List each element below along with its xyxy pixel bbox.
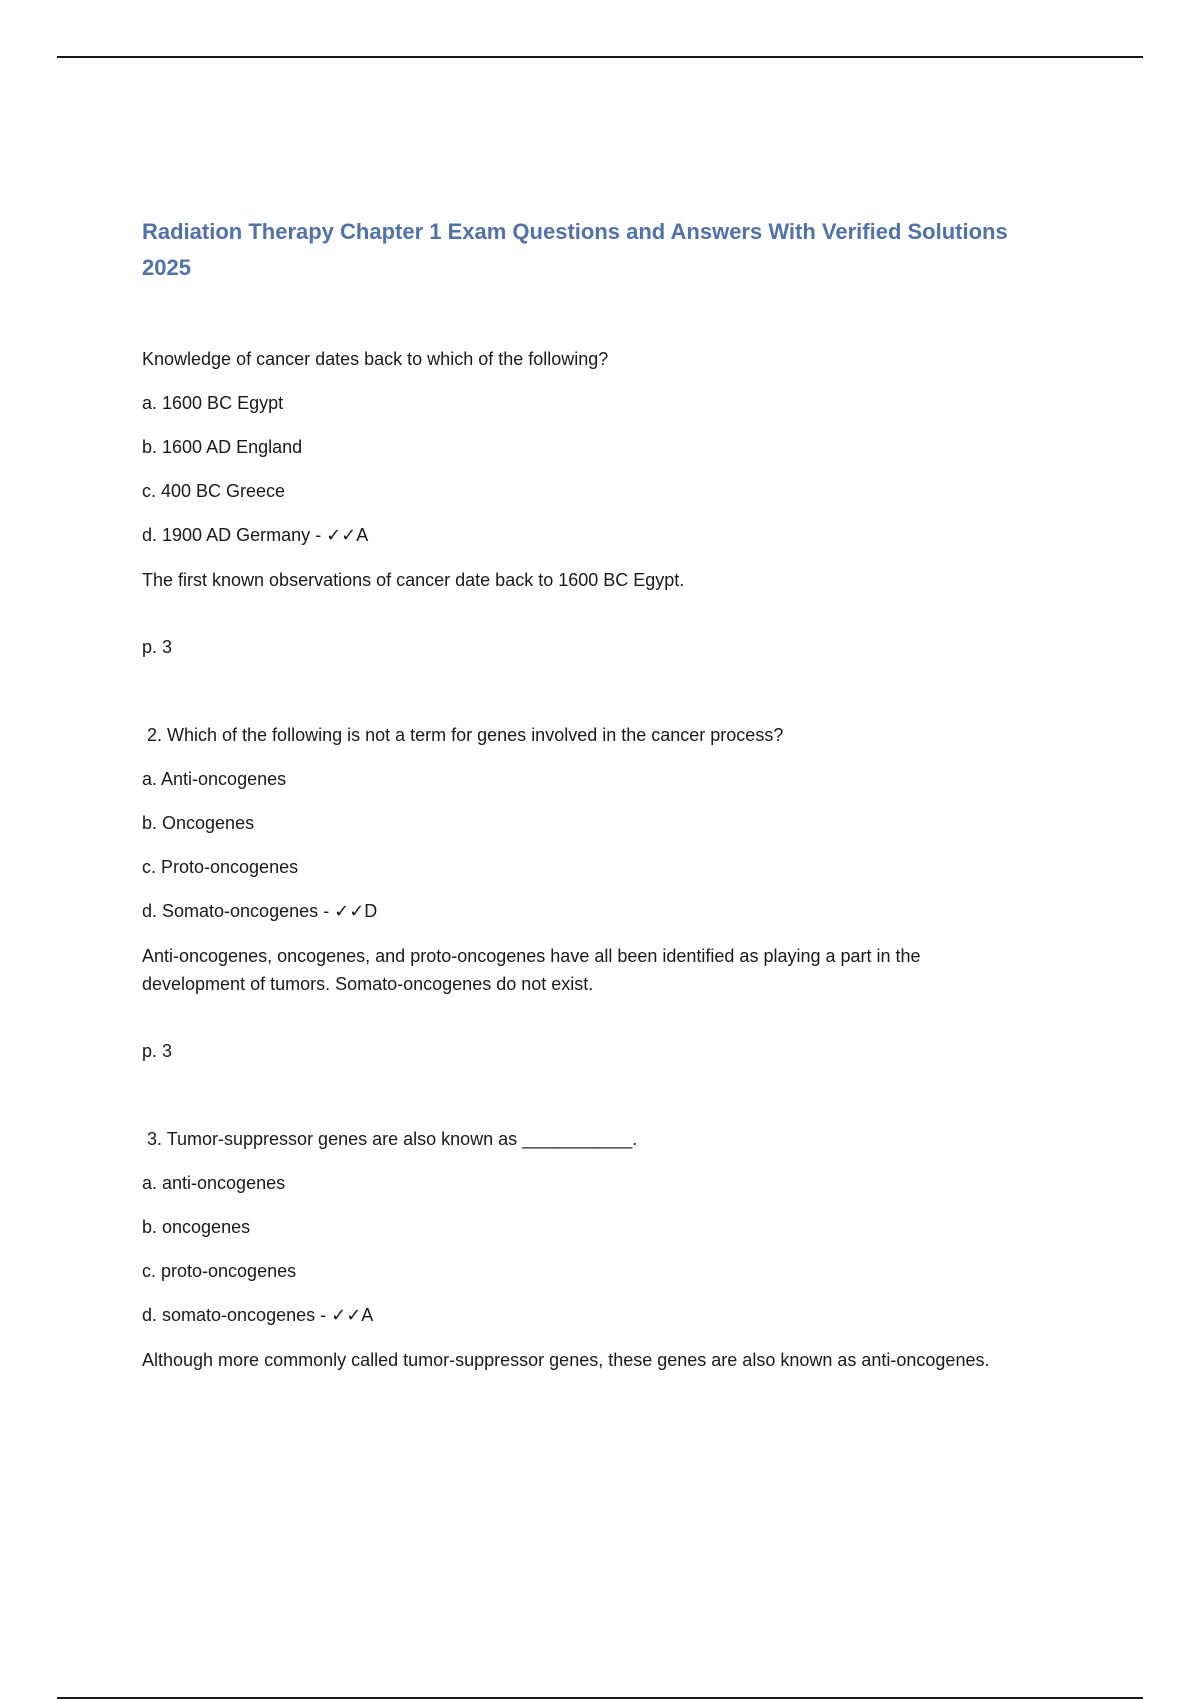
page-reference: p. 3 xyxy=(142,1041,173,1061)
page-reference: p. 3 xyxy=(142,637,173,657)
question-block-1 xyxy=(142,346,1022,722)
answer-option-with-key: d. Somato-oncogenes - ✓✓D xyxy=(142,901,378,921)
answer-option: c. 400 BC Greece xyxy=(142,481,286,501)
answer-explanation: Although more commonly called tumor-suppressor genes, these genes are also known as anti-oncogenes. xyxy=(142,1350,990,1370)
answer-option: b. 1600 AD England xyxy=(142,437,303,457)
answer-option: a. anti-oncogenes xyxy=(142,1173,286,1193)
question-block-3 xyxy=(142,1126,1022,1374)
answer-explanation: Anti-oncogenes, oncogenes, and proto-oncogenes have all been identified as playing a part in the development of tumors. Somato-oncogenes do not exist. xyxy=(142,946,921,994)
question-prompt: 2. Which of the following is not a term for genes involved in the cancer process? xyxy=(147,725,784,745)
answer-option: a. Anti-oncogenes xyxy=(142,769,287,789)
answer-option: b. Oncogenes xyxy=(142,813,255,833)
answer-option-with-key: d. somato-oncogenes - ✓✓A xyxy=(142,1305,374,1325)
answer-option-with-key: d. 1900 AD Germany - ✓✓A xyxy=(142,525,369,545)
question-prompt: 3. Tumor-suppressor genes are also known as ___________. xyxy=(147,1129,638,1149)
document-title: Radiation Therapy Chapter 1 Exam Questions and Answers With Verified Solutions 2025 xyxy=(142,219,1008,280)
answer-option: b. oncogenes xyxy=(142,1217,251,1237)
question-prompt: Knowledge of cancer dates back to which of the following? xyxy=(142,349,609,369)
answer-explanation: The first known observations of cancer date back to 1600 BC Egypt. xyxy=(142,570,685,590)
top-rule xyxy=(57,56,1143,58)
question-block-2 xyxy=(142,722,1022,1126)
bottom-rule xyxy=(57,1697,1143,1699)
answer-option: c. proto-oncogenes xyxy=(142,1261,297,1281)
document-body xyxy=(142,214,1022,1374)
answer-option: a. 1600 BC Egypt xyxy=(142,393,284,413)
answer-option: c. Proto-oncogenes xyxy=(142,857,299,877)
